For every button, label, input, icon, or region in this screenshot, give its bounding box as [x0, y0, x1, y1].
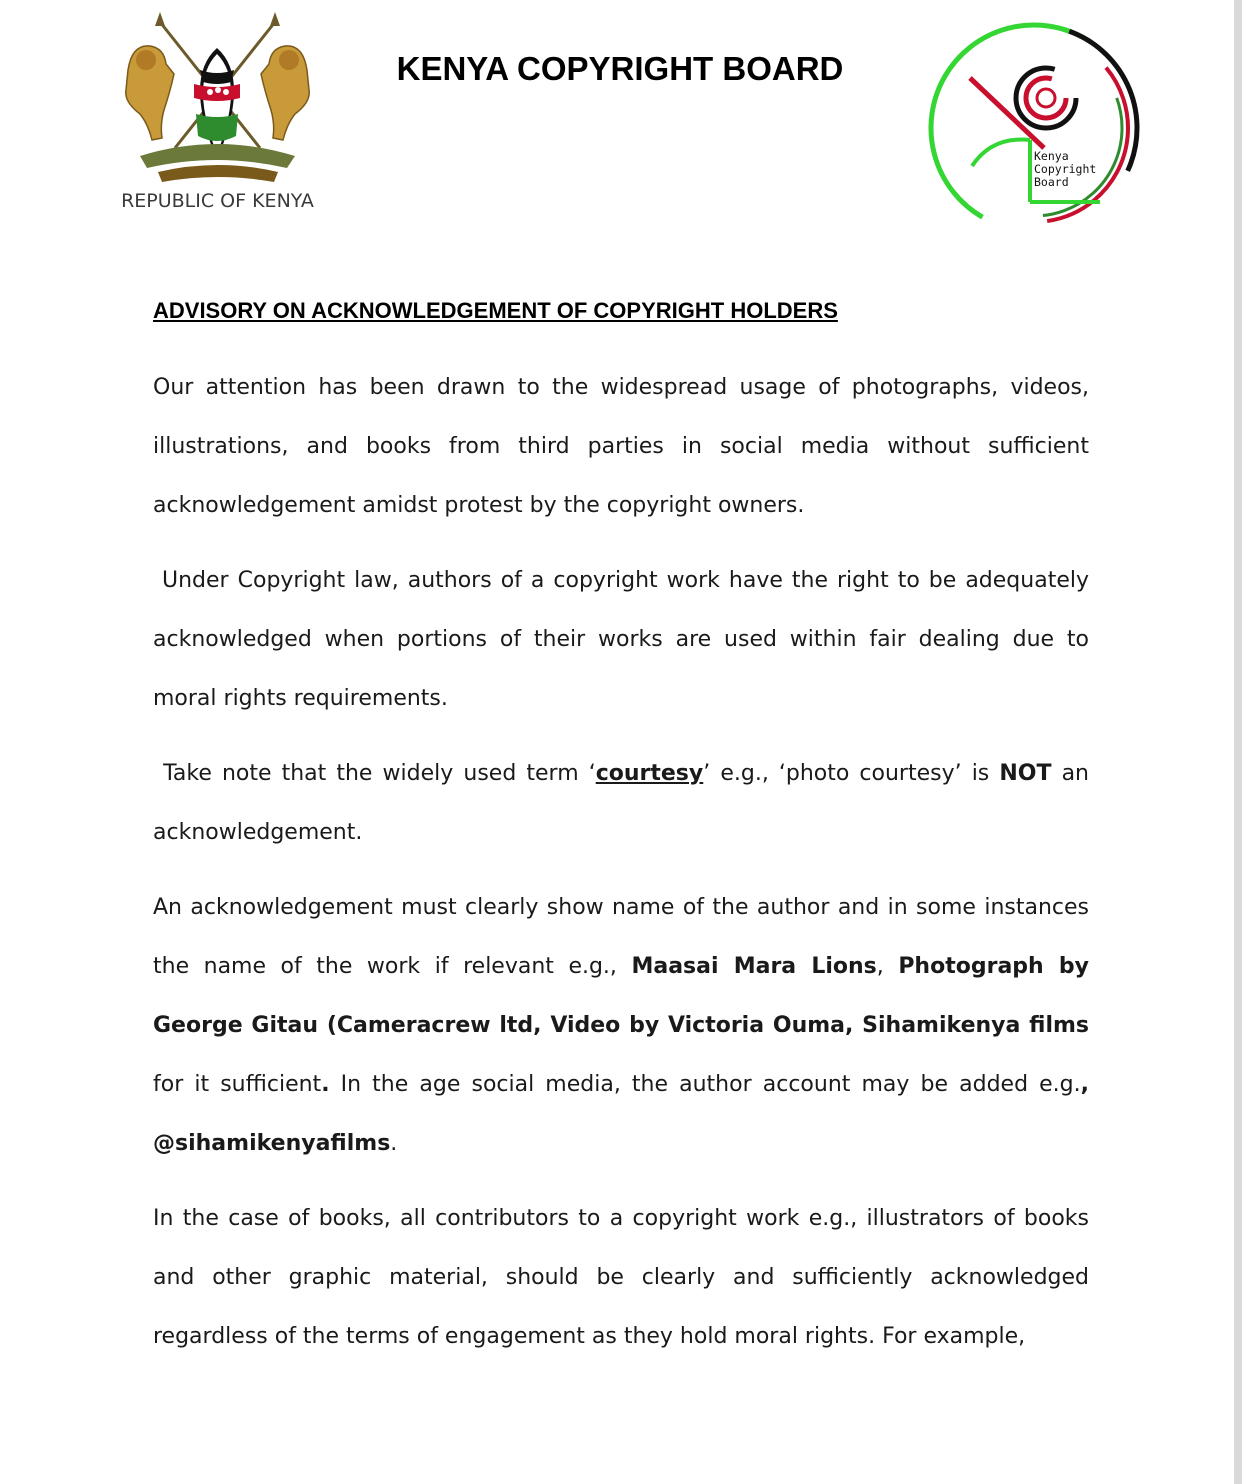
- text-run: an acknowledgement.: [153, 761, 1089, 845]
- social-handle-example: @sihamikenyafilms: [153, 1131, 391, 1156]
- page-edge: [1234, 0, 1242, 1484]
- text-run-bold: .: [321, 1072, 330, 1097]
- paragraph-copyright-law-text: Under Copyright law, authors of a copyright work have the right to be adequately acknowledged when portions of their works are used within fair dealing due to moral rights requirements.: [153, 568, 1089, 711]
- coat-of-arms-emblem-icon: [110, 8, 325, 188]
- kecobo-logo: [922, 16, 1142, 236]
- text-run-bold: ,: [1080, 1072, 1089, 1097]
- advisory-title: ADVISORY ON ACKNOWLEDGEMENT OF COPYRIGHT HOLDERS: [153, 298, 838, 323]
- text-run: In the age social media, the author account may be added e.g.: [329, 1072, 1081, 1097]
- coat-caption: REPUBLIC OF KENYA: [121, 190, 314, 212]
- paragraph-courtesy-note: [153, 744, 1089, 862]
- coat-of-arms: [110, 8, 325, 226]
- work-name-example: Maasai Mara Lions: [631, 954, 877, 979]
- paragraph-widespread-usage: Our attention has been drawn to the widespread usage of photographs, videos, illustrations, and books from third parties in social media without sufficient acknowledgement amidst protest by the copyright owners.: [153, 375, 1089, 518]
- paragraph-books-contributors: In the case of books, all contributors to a copyright work e.g., illustrators of books and other graphic material, should be clearly and sufficiently acknowledged regardless of the terms of engagement as they hold moral rights. For example,: [153, 1206, 1089, 1349]
- logo-text-line: Board: [1034, 175, 1069, 189]
- text-run: An acknowledgement must clearly show name of the author and in some instances the name of the work if relevant e.g.,: [153, 895, 1089, 979]
- not-emphasis: NOT: [999, 761, 1052, 786]
- logo-text-line: Copyright: [1034, 162, 1097, 176]
- text-run: Take note that the widely used term ‘: [163, 761, 596, 786]
- advisory-body: [153, 358, 1089, 1366]
- kecobo-logo-icon: [922, 16, 1142, 236]
- courtesy-term: courtesy: [595, 761, 704, 786]
- author-credit-example: Photograph by George Gitau (Cameracrew ltd, Video by Victoria Ouma, Sihamikenya films: [153, 954, 1089, 1038]
- text-run: ,: [876, 954, 899, 979]
- kecobo-logo-text: [1034, 150, 1096, 189]
- paragraph-copyright-law: [153, 551, 1089, 728]
- text-run: .: [390, 1131, 398, 1156]
- logo-text-line: Kenya: [1034, 149, 1069, 163]
- paragraph-acknowledgement-example: [153, 878, 1089, 1173]
- document-header-title: KENYA COPYRIGHT BOARD: [396, 50, 844, 87]
- text-run: ’ e.g., ‘photo courtesy’ is: [703, 761, 1000, 786]
- text-run: for it sufficient: [153, 1072, 322, 1097]
